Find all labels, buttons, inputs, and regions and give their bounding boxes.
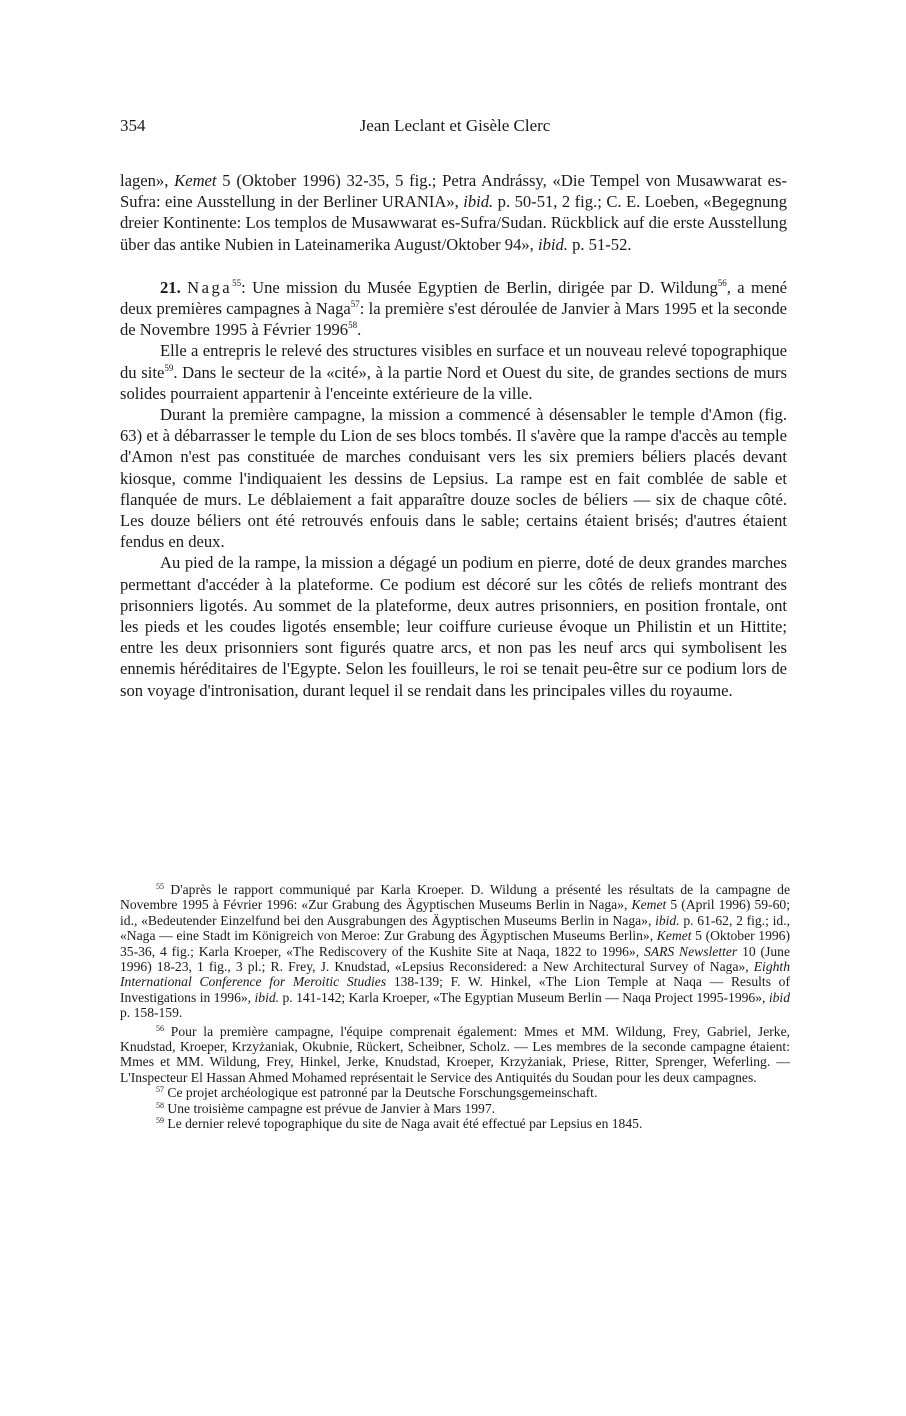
text-run: p. 141-142; Karla Kroeper, «The Egyptian Museum Berlin — Naqa Project 1995-1996», — [279, 989, 769, 1005]
journal-title: SARS Newsletter — [643, 943, 738, 959]
conference-title: Eighth International Conference for Meroitic Studies — [120, 959, 790, 990]
paragraph-first-campaign: Durant la première campagne, la mission a commencé à désensabler le temple d'Amon (fig. 63) et à débarrasser le temple du Lion de ses blocs tombés. Il s'avère que la rampe d'accès au temple d'Amon n'est pas constituée de marches conduisant vers les six premiers béliers placés devant kiosque, comme l'indiquaient les dessins de Lepsius. La rampe est en fait comblée de sable et flanquée de murs. Le déblaiement a fait apparaître douze socles de béliers — six de chaque côté. Les douze béliers ont été retrouvés enfouis dans le sable; certains étaient brisés; d'autres étaient fendus en deux. — [120, 405, 787, 552]
ibid-ref: ibid. — [254, 989, 280, 1005]
text-run: p. 61-62, 2 fig.; id., «Naga — eine Stadt im Königreich von Meroe: Zur Grabung des Ägyptischen Museums Berlin», — [120, 912, 790, 944]
footnote-mark: 59 — [156, 1116, 164, 1126]
journal-title: Kemet — [656, 928, 692, 944]
section-21-paragraph — [120, 277, 787, 341]
text-run: Le dernier relevé topographique du site de Naga avait été effectué par Lepsius en 1845. — [164, 1116, 643, 1132]
main-text — [120, 170, 787, 701]
journal-title: Kemet — [174, 171, 217, 190]
footnote-mark: 55 — [156, 882, 164, 891]
footnote-ref[interactable]: 59 — [164, 362, 174, 373]
text-run: Elle a entrepris le relevé des structures visibles en surface et un nouveau relevé topographique du site — [120, 341, 787, 382]
text-run: Une troisième campagne est prévue de Janvier à Mars 1997. — [164, 1100, 496, 1116]
footnote-ref[interactable]: 56 — [717, 277, 727, 288]
text-run: p. 51-52. — [567, 234, 632, 254]
footnote-ref[interactable]: 55 — [232, 277, 242, 288]
running-title: Jean Leclant et Gisèle Clerc — [359, 116, 551, 135]
ibid-ref: ibid. — [463, 192, 494, 212]
footnote-56 — [120, 1024, 790, 1086]
ibid-ref: ibid — [768, 989, 790, 1005]
running-header — [120, 116, 790, 138]
text-run: p. 158-159. — [120, 1005, 183, 1021]
footnote-ref[interactable]: 57 — [350, 299, 360, 310]
footnote-58 — [120, 1101, 790, 1116]
text-run: . — [357, 320, 362, 340]
footnote-57 — [120, 1085, 790, 1100]
footnote-59 — [120, 1116, 790, 1131]
journal-title: Kemet — [631, 897, 667, 913]
continuation-paragraph — [120, 170, 787, 255]
text-run: 10 (June 1996) 18-23, 1 fig., 3 pl.; R. Frey, J. Knudstad, «Lepsius Reconsidered: a New Architectural Survey of Naga», — [120, 943, 790, 975]
text-run: : la première s'est déroulée de Janvier à Mars 1995 et la seconde de Novembre 1995 à Février 1996 — [120, 299, 787, 340]
footnote-ref[interactable]: 58 — [348, 320, 358, 331]
ibid-ref: ibid. — [537, 234, 568, 254]
text-run: . Dans le secteur de la «cité», à la partie Nord et Ouest du site, de grandes sections de murs solides pourraient appartenir à l'enceinte extérieure de la ville. — [120, 362, 787, 403]
text-run: p. 50-51, 2 fig.; C. E. Loeben, «Begegnung dreier Kontinente: Los templos de Musawwarat es-Sufra/Sudan. Rückblick auf die erste Ausstellung über das antike Nubien in Lateinamerika August/Oktober 94», — [120, 192, 787, 254]
page-number: 354 — [120, 116, 146, 135]
footnote-55 — [120, 882, 790, 1021]
paragraph-podium: Au pied de la rampe, la mission a dégagé un podium en pierre, doté de deux grandes marches permettant d'accéder à la plateforme. Ce podium est décoré sur les côtés de reliefs montrant des prisonniers ligotés. Au sommet de la plateforme, deux autres prisonniers, en position frontale, ont les pieds et les coudes ligotés ensemble; leur coiffure curieuse évoque un Philistin et un Hittite; entre les deux prisonniers sont figurés quatre arcs, et non pas les neuf arcs qui symbolisent les ennemis héréditaires de l'Egypte. Selon les fouilleurs, le roi se tenait peu-être sur ce podium lors de son voyage d'intronisation, durant lequel il se rendait dans les principales villes du royaume. — [120, 553, 787, 700]
text-run: : Une mission du Musée Egyptien de Berlin, dirigée par D. Wildung — [241, 277, 718, 297]
text-run: 138-139; F. W. Hinkel, «The Lion Temple at Naqa — Results of Investigations in 1996», — [120, 974, 791, 1005]
text-run: Pour la première campagne, l'équipe comprenait également: Mmes et MM. Wildung, Frey, Gabriel, Jerke, Knudstad, Kroeper, Krzyżaniak, Okubnie, Rückert, Scheibner, Scholz. — Les membres de la seconde campagne étaient: Mmes et MM. Wildung, Frey, Hinkel, Jerke, Knudstad, Kroeper, Krzyżaniak, Priese, Ritter, Sprenger, Weferling. — L'Inspecteur El Hassan Ahmed Mohamed représentait le Service des Antiquités du Soudan pour les deux campagnes. — [120, 1023, 790, 1085]
text-run: 5 (Oktober 1996) 35-36, 4 fig.; Karla Kroeper, «The Rediscovery of the Kushite Site at Naqa, 1822 to 1996», — [120, 928, 791, 959]
ibid-ref: ibid. — [655, 912, 680, 928]
text-run: Ce projet archéologique est patronné par la Deutsche Forschungsgemeinschaft. — [164, 1085, 598, 1101]
section-heading: Naga — [187, 277, 233, 297]
text-run: 5 (Oktober 1996) 32-35, 5 fig.; Petra Andrássy, «Die Tempel von Musawwarat es-Sufra: eine Ausstellung in der Berliner URANIA», — [120, 171, 787, 212]
paragraph-survey — [120, 340, 787, 404]
footnotes — [120, 882, 790, 1132]
section-number: 21. — [160, 277, 181, 297]
footnote-mark: 58 — [156, 1100, 164, 1110]
text-run: D'après le rapport communiqué par Karla Kroeper. D. Wildung a présenté les résultats de la campagne de Novembre 1995 à Février 1996: «Zur Grabung des Ägyptischen Museums Berlin in Naga», — [120, 882, 790, 913]
text-run: 5 (April 1996) 59-60; id., «Bedeutender Einzelfund bei den Ausgrabungen des Ägyptischen Museums Berlin in Naga», — [120, 897, 790, 928]
text-run: , a mené deux premières campagnes à Naga — [120, 277, 787, 319]
footnote-mark: 57 — [156, 1085, 164, 1095]
footnote-mark: 56 — [156, 1023, 164, 1033]
text-run: lagen», — [120, 171, 175, 190]
